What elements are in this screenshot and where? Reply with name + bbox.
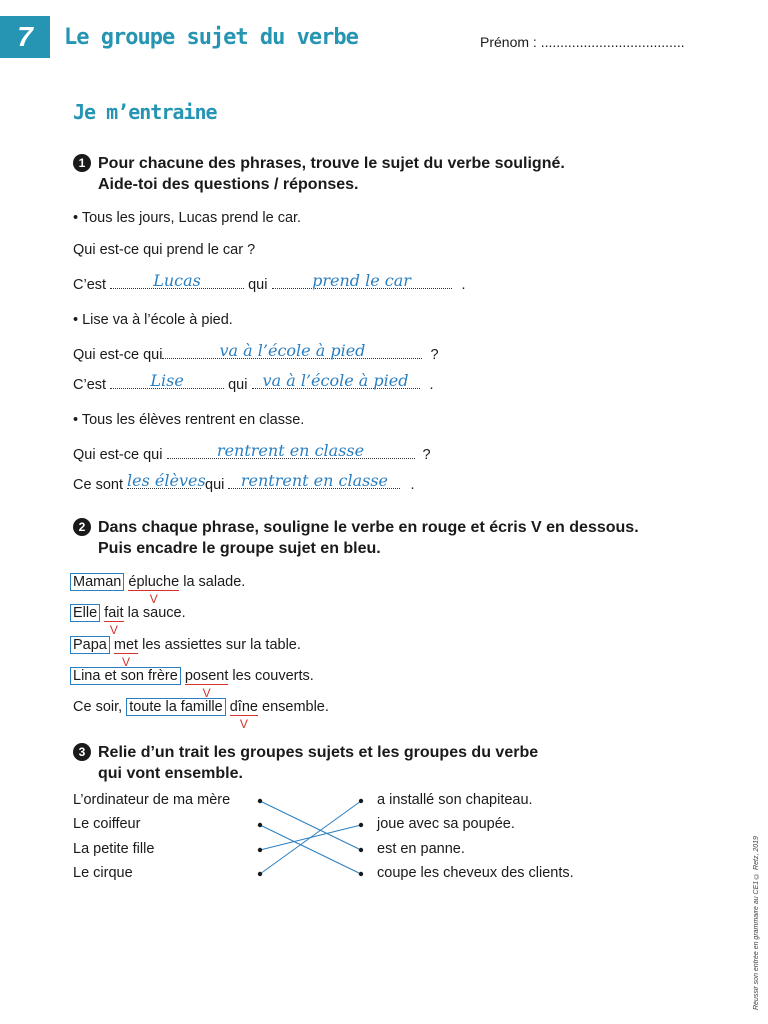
exercise-3-number: 3 [73, 743, 91, 761]
ex2-row: Ce soir, toute la famille dîne V ensemble. [73, 699, 329, 731]
exercise-1-title: 1 Pour chacune des phrases, trouve le sujet du verbe souligné. Aide-toi des questions / réponses. [73, 153, 565, 195]
handwritten-answer: Lucas [153, 271, 201, 290]
verb-mark: V [202, 686, 211, 700]
link-line [260, 801, 361, 850]
ex2-row: Lina et son frère posent V les couverts. [73, 668, 314, 685]
ex1-question-2: Qui est-ce qui va à l’école à pied ? [73, 341, 439, 363]
verb-underline[interactable]: posent V [184, 668, 229, 700]
handwritten-answer: va à l’école à pied [219, 341, 366, 360]
link-line [260, 801, 361, 874]
subject-box[interactable]: Papa [70, 636, 110, 654]
subject-box[interactable]: Elle [70, 604, 100, 622]
prenom-field[interactable]: Prénom : ..................................... [480, 34, 685, 50]
ex1-answer-1: C’est Lucas qui prend le car . [73, 271, 466, 293]
ex1-question-3: Qui est-ce qui rentrent en classe ? [73, 441, 431, 463]
section-heading: Je m’entraine [73, 100, 217, 124]
copyright-note: Réussir son entrée en grammaire au CE1 © Retz, 2019 [753, 836, 760, 1010]
exercise-1-number: 1 [73, 154, 91, 172]
right-item: joue avec sa poupée. [377, 816, 515, 832]
link-line [260, 825, 361, 850]
verb-mark: V [239, 717, 248, 731]
answer-blank[interactable] [228, 471, 400, 490]
ex1-answer-3: Ce sont les élèves qui rentrent en classe . [73, 471, 415, 493]
ex1-sentence-2: • Lise va à l’école à pied. [73, 312, 233, 328]
ex1-sentence-3: • Tous les élèves rentrent en classe. [73, 412, 305, 428]
link-dot [258, 799, 262, 803]
verb-mark: V [109, 623, 118, 637]
handwritten-answer: Lise [150, 371, 184, 390]
exercise-2-title: 2 Dans chaque phrase, souligne le verbe en rouge et écris V en dessous. Puis encadre le groupe sujet en bleu. [73, 517, 639, 559]
subject-box[interactable]: Lina et son frère [70, 667, 181, 685]
link-dot [258, 823, 262, 827]
handwritten-answer: les élèves [127, 471, 206, 490]
handwritten-answer: prend le car [312, 271, 411, 290]
link-dot [258, 872, 262, 876]
right-item: coupe les cheveux des clients. [377, 865, 574, 881]
answer-blank[interactable] [127, 471, 206, 490]
answer-blank[interactable] [272, 271, 452, 290]
link-dot [258, 848, 262, 852]
left-item: Le cirque [73, 865, 133, 881]
ex2-row: Papa met V les assiettes sur la table. [73, 637, 301, 654]
link-dot [359, 848, 363, 852]
subject-box[interactable]: Maman [70, 573, 124, 591]
page-title: Le groupe sujet du verbe [64, 25, 358, 50]
answer-blank[interactable] [252, 371, 420, 390]
subject-box[interactable]: toute la famille [126, 698, 226, 716]
ex2-row: Maman épluche V la salade. [73, 574, 245, 591]
verb-underline[interactable]: met V [113, 637, 139, 669]
verb-underline[interactable]: fait V [104, 605, 124, 637]
ex2-row: Elle fait V la sauce. [73, 605, 186, 622]
handwritten-answer: va à l’école à pied [262, 371, 409, 390]
answer-blank[interactable] [110, 371, 224, 390]
link-dot [359, 823, 363, 827]
ex1-sentence-1: • Tous les jours, Lucas prend le car. [73, 210, 302, 226]
verb-underline[interactable]: épluche V [128, 574, 180, 606]
right-item: est en panne. [377, 841, 465, 857]
left-item: La petite fille [73, 841, 155, 857]
link-line [260, 825, 361, 874]
answer-blank[interactable] [110, 271, 244, 290]
right-item: a installé son chapiteau. [377, 792, 533, 808]
left-item: L’ordinateur de ma mère [73, 792, 231, 808]
verb-mark: V [121, 655, 130, 669]
handwritten-answer: rentrent en classe [240, 471, 389, 490]
handwritten-answer: rentrent en classe [216, 441, 365, 460]
link-dot [359, 872, 363, 876]
ex1-answer-2: C’est Lise qui va à l’école à pied . [73, 371, 434, 393]
exercise-3-title: 3 Relie d’un trait les groupes sujets et les groupes du verbe qui vont ensemble. [73, 742, 538, 784]
chapter-number: 7 [0, 16, 50, 58]
left-item: Le coiffeur [73, 816, 141, 832]
verb-mark: V [149, 592, 158, 606]
exercise-2-number: 2 [73, 518, 91, 536]
verb-underline[interactable]: dîne V [229, 699, 258, 731]
link-dot [359, 799, 363, 803]
ex1-question-1: Qui est-ce qui prend le car ? [73, 242, 256, 258]
